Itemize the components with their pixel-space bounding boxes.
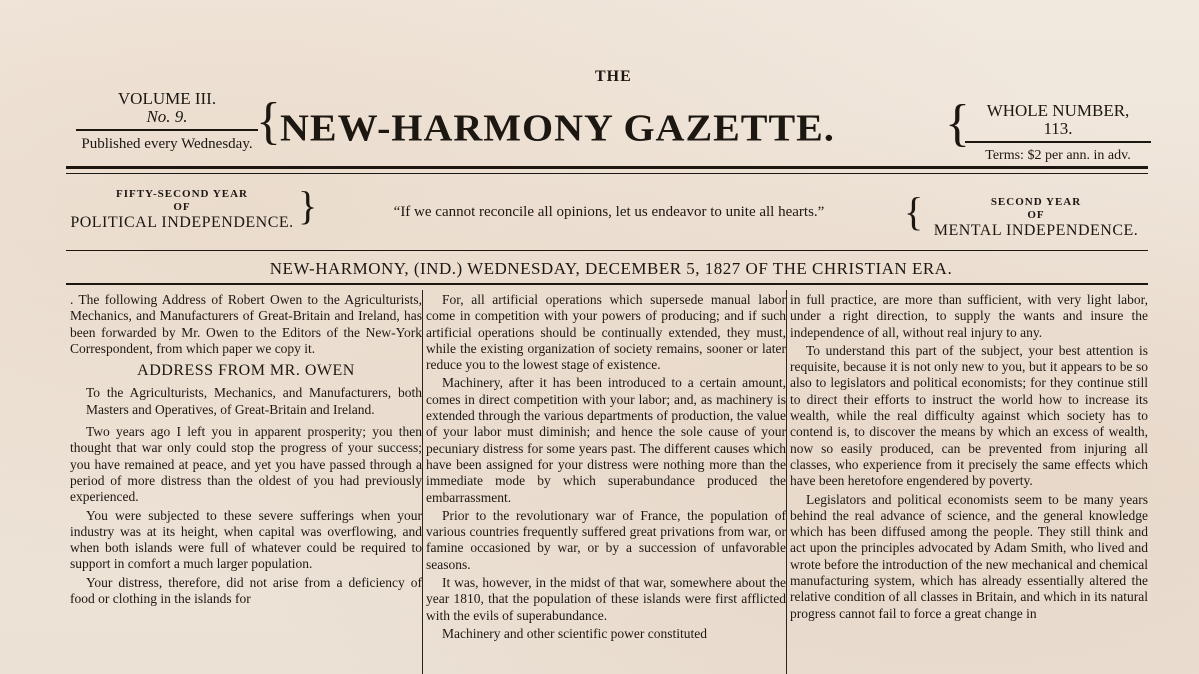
dateline-rule-top xyxy=(66,250,1148,251)
issue-number: No. 9. xyxy=(146,107,188,126)
left-brace: { xyxy=(256,93,281,150)
masthead-rule-top xyxy=(66,166,1148,169)
whole-number-label: WHOLE NUMBER, xyxy=(986,101,1130,120)
paragraph: Your distress, therefore, did not arise from a deficiency of food or clothing in the islands for xyxy=(70,574,422,607)
subscription-terms: Terms: $2 per ann. in adv. xyxy=(985,148,1131,163)
right-brace: { xyxy=(945,95,970,152)
volume-block xyxy=(72,90,262,153)
subhead-brace-right: { xyxy=(904,189,924,234)
subhead-brace-left: } xyxy=(298,183,318,228)
whole-number: 113. xyxy=(1043,119,1073,138)
paragraph: Legislators and political economists seem to be many years behind the real advance of science, and the general knowledge which has been diffused among the people. They still think and act upon the principles advocated by Adam Smith, who lived and wrote before the introduction of the new mechanical and chemical manufacturing system, which has already essentially altered the relative condition of all classes in Britain, and which in its natural progress cannot fail to force a great change in xyxy=(790,491,1148,621)
motto: “If we cannot reconcile all opinions, let us endeavor to unite all hearts.” xyxy=(393,204,825,220)
whole-number-block xyxy=(965,102,1151,143)
right-year-of: OF xyxy=(1027,209,1045,221)
right-year-big: MENTAL INDEPENDENCE. xyxy=(933,222,1139,239)
masthead-rule-bottom xyxy=(66,173,1148,174)
paragraph: in full practice, are more than sufficient, with very light labor, under a right direction, to supply the wants and insure the independence of all, without real injury to any. xyxy=(790,292,1148,340)
publication-frequency: Published every Wednesday. xyxy=(81,136,253,152)
paragraph: Machinery and other scientific power constituted xyxy=(442,625,708,641)
masthead-the: THE xyxy=(595,68,632,85)
paragraph: Prior to the revolutionary war of France, the population of various countries frequently suffered great privations from war, or famine occasioned by war, or by a succession of unfavorable seasons. xyxy=(426,507,786,572)
dateline: NEW-HARMONY, (IND.) WEDNESDAY, DECEMBER 5, 1827 OF THE CHRISTIAN ERA. xyxy=(269,259,953,278)
left-year-big: POLITICAL INDEPENDENCE. xyxy=(70,214,294,231)
left-year-of: OF xyxy=(173,201,191,213)
article-column-3 xyxy=(790,292,1148,624)
mental-independence-block xyxy=(920,196,1152,240)
paragraph: Two years ago I left you in apparent prosperity; you then thought that war only could stop the progress of your success; you have remained at peace, and yet you have passed through a period of more distress than the oldest of you had previously experienced. xyxy=(70,424,422,505)
left-year-small: FIFTY-SECOND YEAR xyxy=(115,188,248,200)
masthead-title: NEW-HARMONY GAZETTE. xyxy=(280,106,835,149)
article-column-1 xyxy=(70,292,422,609)
paragraph: It was, however, in the midst of that war, somewhere about the year 1810, that the population of these islands were first afflicted with the evils of superabundance. xyxy=(426,575,786,623)
dateline-rule-bottom xyxy=(66,283,1148,285)
paragraph: Machinery, after it has been introduced to a certain amount, comes in direct competition with your labor; and, as machinery is extended through the various departments of production, the value of your labor must diminish; and hence the sole cause of your pecuniary distress for some years past. The different causes which have been assigned for your distress were nothing more than the immediate mode by which superabundance produced the embarrassment. xyxy=(426,375,786,505)
paragraph: For, all artificial operations which supersede manual labor come in competition with your powers of producing; and if such artificial operations should be continually extended, they must, while the existing organization of society remains, sooner or later reduce you to the lowest stage of existence. xyxy=(426,292,786,373)
volume-label: VOLUME III. xyxy=(117,89,217,108)
editor-note: . The following Address of Robert Owen to the Agriculturists, Mechanics, and Manufacturers of Great-Britain and Ireland, has been forwarded by Mr. Owen to the Editors of the New-York Correspondent, from which paper we copy it. xyxy=(70,292,422,356)
paragraph: To understand this part of the subject, your best attention is requisite, because it is not only new to you, but it appears to be so also to legislators and political economists; for they continue still to direct their efforts to instruct the world how to increase its wealth, while the real difficulty against which society has to contend is, to discover the means by which an excess of wealth, now so easily produced, can be prevented from injuring all classes, who experience from it precisely the same effects which have been heretofore engendered by poverty. xyxy=(790,342,1148,489)
paragraph: You were subjected to these severe sufferings when your industry was at its height, when capital was overflowing, and when both islands were full of whatever could be required to support in comfort a much larger population. xyxy=(70,507,422,572)
article-column-2 xyxy=(426,292,786,644)
salutation: To the Agriculturists, Mechanics, and Manufacturers, both Masters and Operatives, of Great-Britain and Ireland. xyxy=(86,385,422,417)
column-divider-1 xyxy=(422,290,423,674)
political-independence-block xyxy=(62,188,302,232)
column-divider-2 xyxy=(786,290,787,674)
right-year-small: SECOND YEAR xyxy=(990,196,1082,208)
article-heading: ADDRESS FROM MR. OWEN xyxy=(137,362,355,380)
